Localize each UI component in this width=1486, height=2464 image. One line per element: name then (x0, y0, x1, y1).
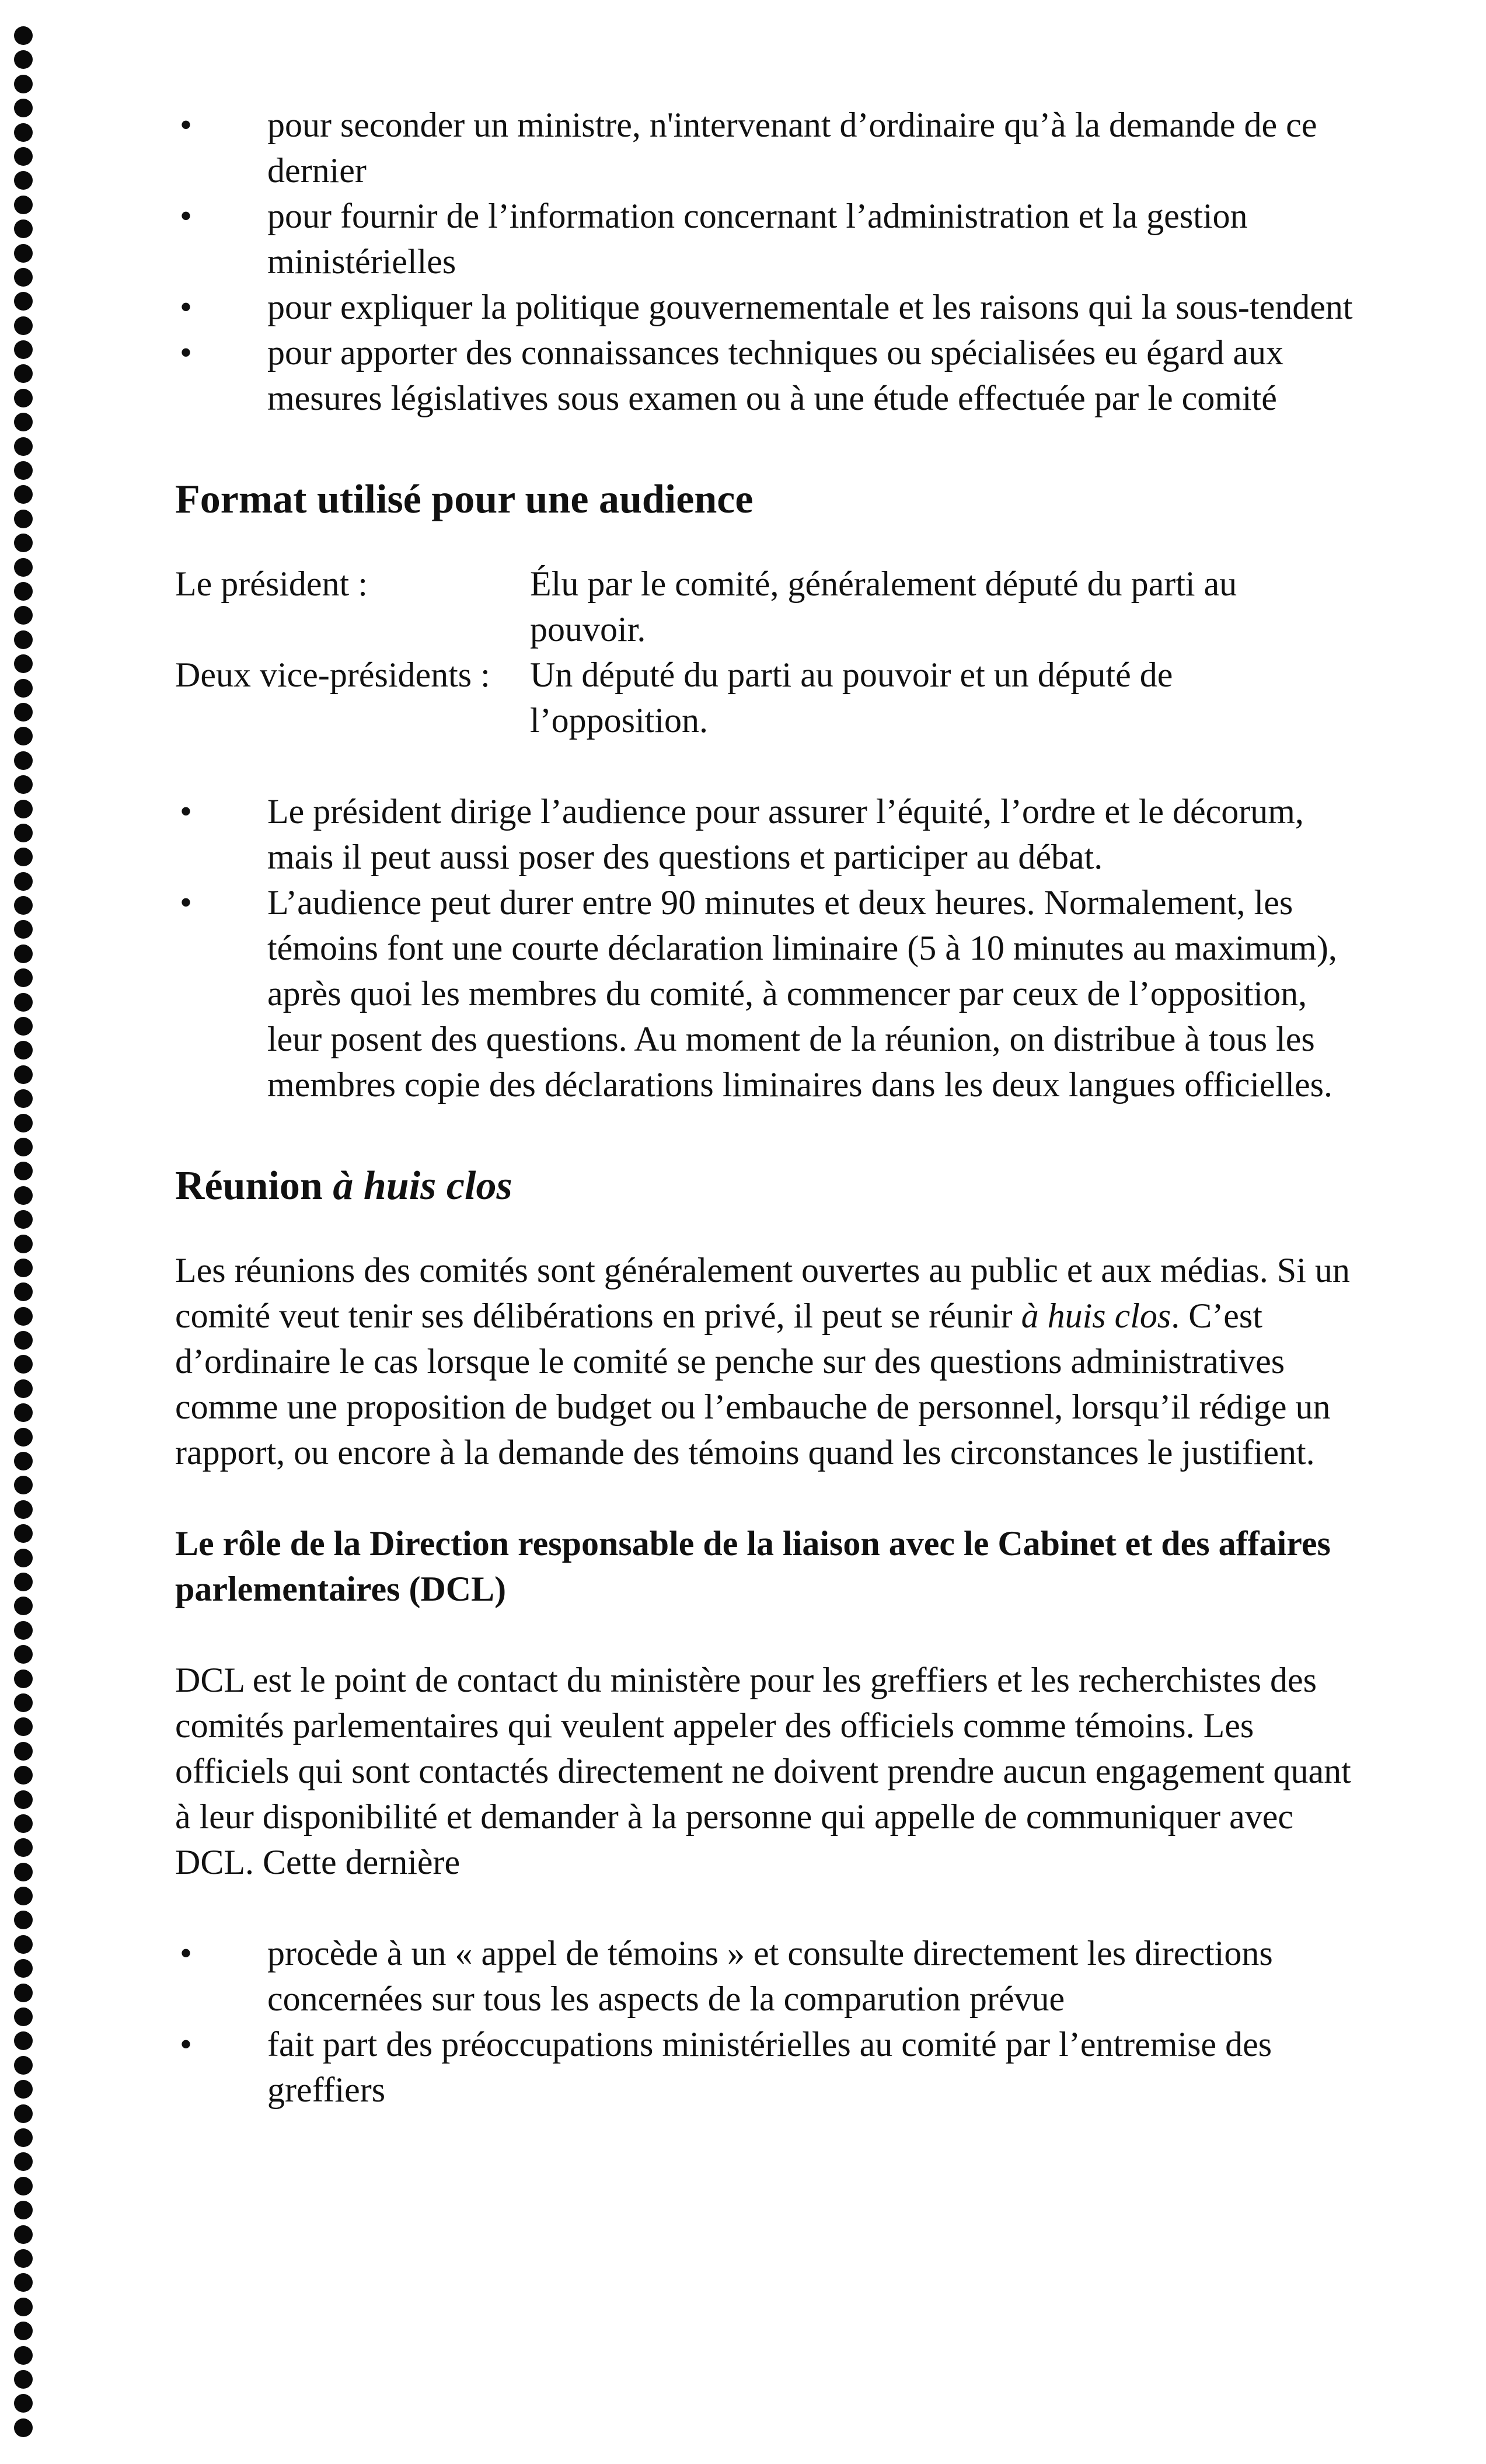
binding-hole (14, 872, 33, 891)
heading-prefix: Réunion (175, 1163, 333, 1208)
list-item (175, 1930, 1354, 2022)
binding-hole (14, 244, 33, 263)
binding-hole (14, 1379, 33, 1398)
binding-hole (14, 1186, 33, 1205)
binding-hole (14, 147, 33, 166)
binding-hole (14, 1524, 33, 1543)
binding-hole (14, 2370, 33, 2389)
bullet-icon: • (180, 288, 193, 326)
binding-hole (14, 26, 33, 45)
intro-bullet-list (175, 102, 1354, 421)
binding-hole (14, 1259, 33, 1277)
list-item-text: Le président dirige l’audience pour assurer l’équité, l’ordre et le décorum, mais il peut aussi poser des questions et participer au débat. (267, 792, 1304, 876)
binding-hole (14, 2249, 33, 2268)
binding-hole (14, 1331, 33, 1350)
binding-hole (14, 1041, 33, 1060)
bullet-icon: • (180, 333, 193, 372)
bullet-icon: • (180, 2025, 193, 2064)
binding-hole (14, 1355, 33, 1374)
binding-hole (14, 316, 33, 335)
binding-hole (14, 50, 33, 69)
heading-italic: à huis clos (333, 1163, 512, 1208)
binding-hole (14, 171, 33, 190)
binding-hole (14, 1717, 33, 1736)
binding-hole (14, 1500, 33, 1519)
binding-hole (14, 413, 33, 431)
binding-hole (14, 461, 33, 480)
binding-hole (14, 1911, 33, 1929)
list-item-text: pour seconder un ministre, n'intervenant d’ordinaire qu’à la demande de ce dernier (267, 106, 1317, 190)
list-item (175, 330, 1354, 421)
binding-hole (14, 1742, 33, 1761)
binding-hole (14, 1307, 33, 1326)
format-bullet-list (175, 789, 1354, 1107)
bullet-icon: • (180, 106, 193, 144)
binding-hole (14, 340, 33, 359)
binding-hole (14, 1065, 33, 1084)
binding-hole (14, 2080, 33, 2099)
binding-hole (14, 75, 33, 93)
dcl-paragraph: DCL est le point de contact du ministère pour les greffiers et les recherchistes des comités parlementaires qui veulent appeler des officiels comme témoins. Les officiels qui sont contactés directement ne doivent prendre aucun engagement quant à leur disponibilité et demander à la personne qui appelle de communiquer avec DCL. Cette dernière (175, 1661, 1351, 1881)
binding-hole (14, 2152, 33, 2171)
binding-hole (14, 727, 33, 745)
binding-hole (14, 2322, 33, 2340)
list-item (175, 789, 1354, 880)
huis-clos-section-heading (175, 1161, 1354, 1211)
binding-hole (14, 1935, 33, 1954)
huis-clos-paragraph (175, 1247, 1354, 1475)
binding-hole (14, 824, 33, 842)
binding-hole (14, 2104, 33, 2123)
binding-hole (14, 703, 33, 722)
list-item (175, 2022, 1354, 2113)
dcl-section-heading: Le rôle de la Direction responsable de la liaison avec le Cabinet et des affaires parlementaires (DCL) (175, 1524, 1331, 1608)
binding-hole (14, 2418, 33, 2437)
binding-hole (14, 1790, 33, 1809)
binding-hole (14, 1645, 33, 1664)
bullet-icon: • (180, 197, 193, 235)
binding-hole (14, 2346, 33, 2365)
list-item (175, 193, 1354, 284)
binding-hole (14, 1766, 33, 1785)
binding-hole (14, 654, 33, 673)
binding-hole (14, 679, 33, 698)
page-content (175, 102, 1354, 2113)
binding-hole (14, 389, 33, 407)
binding-hole (14, 2008, 33, 2026)
binding-hole (14, 582, 33, 601)
list-item-text: pour expliquer la politique gouvernementale et les raisons qui la sous-tendent (267, 288, 1353, 326)
definition-term-president: Le président : (175, 564, 368, 603)
binding-hole (14, 1670, 33, 1688)
binding-hole (14, 968, 33, 987)
binding-hole (14, 364, 33, 383)
binding-hole (14, 751, 33, 770)
binding-hole (14, 1089, 33, 1108)
list-item-text: procède à un « appel de témoins » et consulte directement les directions concernées sur tous les aspects de la comparution prévue (267, 1934, 1273, 2018)
binding-hole (14, 1621, 33, 1640)
binding-hole (14, 292, 33, 311)
binding-hole (14, 2056, 33, 2075)
binding-hole (14, 1282, 33, 1301)
binding-hole (14, 1984, 33, 2002)
role-definitions (175, 561, 1354, 743)
binding-hole (14, 196, 33, 214)
binding-hole (14, 775, 33, 794)
binding-hole (14, 2298, 33, 2316)
binding-hole (14, 896, 33, 915)
binding-hole (14, 1235, 33, 1253)
binding-hole (14, 485, 33, 504)
binding-hole (14, 219, 33, 238)
spiral-binding (12, 26, 35, 2437)
list-item-text: L’audience peut durer entre 90 minutes et deux heures. Normalement, les témoins font une courte déclaration liminaire (5 à 10 minutes au maximum), après quoi les membres du comité, à commencer par ceux de l’opposition, leur posent des questions. Au moment de la réunion, on distribue à tous les membres copie des déclarations liminaires dans les deux langues officielles. (267, 883, 1337, 1104)
list-item (175, 284, 1354, 330)
binding-hole (14, 1403, 33, 1422)
paragraph-text: Les réunions des comités sont généralement ouvertes au public et aux médias. Si un comité veut tenir ses délibérations en privé, il peut se réunir (175, 1251, 1350, 1335)
binding-hole (14, 1210, 33, 1229)
binding-hole (14, 2201, 33, 2219)
binding-hole (14, 1476, 33, 1494)
binding-hole (14, 2177, 33, 2195)
binding-hole (14, 1863, 33, 1881)
binding-hole (14, 1573, 33, 1591)
binding-hole (14, 1597, 33, 1615)
list-item-text: fait part des préoccupations ministérielles au comité par l’entremise des greffiers (267, 2025, 1272, 2109)
binding-hole (14, 437, 33, 456)
binding-hole (14, 1549, 33, 1567)
binding-hole (14, 1452, 33, 1470)
format-section-heading: Format utilisé pour une audience (175, 477, 754, 522)
binding-hole (14, 2225, 33, 2244)
paragraph-text: . C’est d’ordinaire le cas lorsque le comité se penche sur des questions administratives comme une proposition de budget ou l’embauche de personnel, lorsqu’il rédige un rapport, ou encore à la demande des témoins quand les circonstances le justifient. (175, 1297, 1331, 1472)
binding-hole (14, 1838, 33, 1857)
binding-hole (14, 2031, 33, 2050)
binding-hole (14, 1138, 33, 1156)
binding-hole (14, 1959, 33, 1978)
binding-hole (14, 1162, 33, 1180)
binding-hole (14, 510, 33, 528)
list-item (175, 102, 1354, 193)
binding-hole (14, 1887, 33, 1905)
binding-hole (14, 2394, 33, 2413)
binding-hole (14, 1693, 33, 1712)
binding-hole (14, 99, 33, 117)
list-item-text: pour fournir de l’information concernant l’administration et la gestion ministérielles (267, 197, 1248, 281)
binding-hole (14, 1428, 33, 1447)
binding-hole (14, 993, 33, 1012)
bullet-icon: • (180, 792, 193, 831)
binding-hole (14, 268, 33, 287)
paragraph-italic-text: à huis clos (1021, 1297, 1171, 1335)
binding-hole (14, 2128, 33, 2147)
binding-hole (14, 800, 33, 818)
binding-hole (14, 2273, 33, 2292)
definition-description-president: Élu par le comité, généralement député du parti au pouvoir. (530, 564, 1237, 649)
list-item-text: pour apporter des connaissances techniques ou spécialisées eu égard aux mesures législatives sous examen ou à une étude effectuée par le comité (267, 333, 1284, 417)
binding-hole (14, 1814, 33, 1833)
binding-hole (14, 558, 33, 577)
bullet-icon: • (180, 883, 193, 922)
binding-hole (14, 920, 33, 939)
binding-hole (14, 848, 33, 866)
binding-hole (14, 945, 33, 963)
binding-hole (14, 1017, 33, 1036)
dcl-bullet-list (175, 1930, 1354, 2113)
bullet-icon: • (180, 1934, 193, 1972)
binding-hole (14, 1114, 33, 1132)
definition-description-vice-presidents: Un député du parti au pouvoir et un député de l’opposition. (530, 656, 1173, 740)
definition-term-vice-presidents: Deux vice-présidents : (175, 656, 490, 694)
binding-hole (14, 123, 33, 142)
list-item (175, 880, 1354, 1107)
binding-hole (14, 534, 33, 552)
binding-hole (14, 630, 33, 649)
binding-hole (14, 606, 33, 625)
